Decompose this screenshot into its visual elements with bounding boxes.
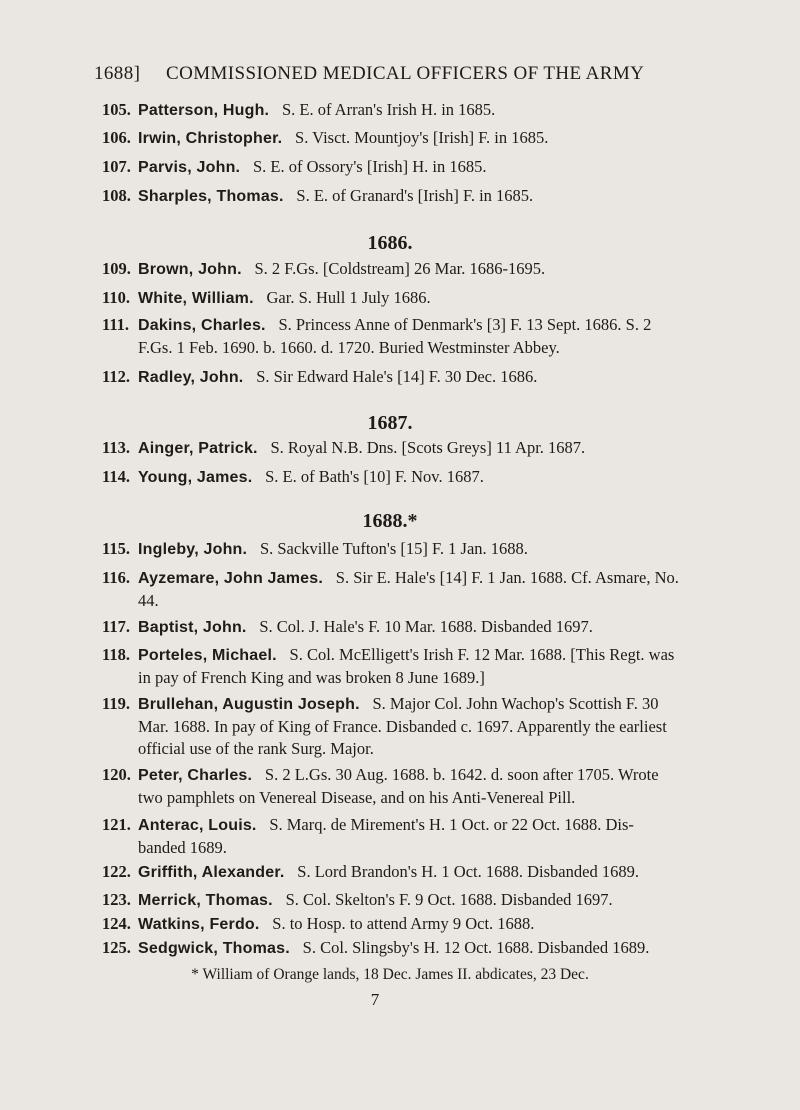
entry-name: Patterson, Hugh.	[138, 102, 270, 119]
entry-115	[102, 538, 682, 561]
entry-number: 119.	[102, 694, 130, 713]
entry-text: S. Sackville Tufton's [15] F. 1 Jan. 1688.	[259, 539, 528, 558]
entry-name: Parvis, John.	[138, 159, 241, 176]
entry-number: 123.	[102, 890, 131, 909]
year-heading-1688: 1688.*	[362, 510, 418, 532]
entry-text: S. Sir Edward Hale's [14] F. 30 Dec. 1686.	[256, 367, 538, 386]
page-number: 7	[370, 990, 380, 1009]
entry-number: 106.	[102, 128, 131, 147]
entry-110	[102, 287, 682, 310]
entry-name: Porteles, Michael.	[138, 647, 277, 664]
running-header	[94, 63, 714, 85]
entry-text: S. Sir E. Hale's [14] F. 1 Jan. 1688. Cf. Asmare, No. 44.	[138, 568, 679, 610]
entry-name: Griffith, Alexander.	[138, 864, 285, 881]
entry-number: 115.	[102, 539, 130, 558]
entry-text: Gar. S. Hull 1 July 1686.	[266, 288, 431, 307]
entry-number: 116.	[102, 568, 130, 587]
entry-number: 120.	[102, 765, 131, 784]
entry-text: S. Princess Anne of Denmark's [3] F. 13 Sept. 1686. S. 2 F.Gs. 1 Feb. 1690. b. 1660. d. 1720. Buried Westminster Abbey.	[138, 315, 652, 357]
entry-number: 122.	[102, 862, 131, 881]
entry-text: S. E. of Bath's [10] F. Nov. 1687.	[265, 467, 484, 486]
entry-text: S. Col. McElligett's Irish F. 12 Mar. 1688. [This Regt. was in pay of French King and was broken 8 June 1689.]	[138, 645, 675, 687]
entry-113	[102, 437, 682, 460]
entry-119	[102, 693, 682, 760]
entry-124	[102, 913, 682, 936]
entry-name: White, William.	[138, 290, 254, 307]
entry-number: 112.	[102, 367, 130, 386]
entry-125	[102, 937, 682, 960]
entry-text: S. Royal N.B. Dns. [Scots Greys] 11 Apr. 1687.	[270, 438, 586, 457]
entry-number: 118.	[102, 645, 130, 664]
entry-text: S. E. of Ossory's [Irish] H. in 1685.	[252, 157, 487, 176]
header-year: 1688]	[94, 63, 141, 84]
entry-109	[102, 258, 682, 281]
entry-108	[102, 185, 682, 208]
entry-123	[102, 889, 682, 912]
entry-name: Dakins, Charles.	[138, 317, 266, 334]
entry-name: Peter, Charles.	[138, 767, 253, 784]
entry-number: 110.	[102, 288, 130, 307]
entry-number: 107.	[102, 157, 131, 176]
entry-121	[102, 814, 682, 859]
entry-118	[102, 644, 682, 689]
entry-name: Ainger, Patrick.	[138, 440, 258, 457]
entry-text: S. Col. Slingsby's H. 12 Oct. 1688. Disbanded 1689.	[302, 938, 650, 957]
entry-number: 108.	[102, 186, 131, 205]
entry-text: S. Marq. de Mirement's H. 1 Oct. or 22 Oct. 1688. Dis- banded 1689.	[138, 815, 634, 857]
entry-116	[102, 567, 682, 612]
entry-107	[102, 156, 682, 179]
entry-114	[102, 466, 682, 489]
entry-106	[102, 127, 682, 150]
year-heading-1686: 1686.	[367, 232, 413, 254]
entry-name: Merrick, Thomas.	[138, 892, 273, 909]
entry-name: Brullehan, Augustin Joseph.	[138, 696, 360, 713]
entry-122	[102, 861, 682, 884]
entry-120	[102, 764, 682, 809]
entry-text: S. Col. Skelton's F. 9 Oct. 1688. Disbanded 1697.	[285, 890, 613, 909]
entry-number: 111.	[102, 315, 130, 334]
entry-number: 109.	[102, 259, 131, 278]
entry-text: S. to Hosp. to attend Army 9 Oct. 1688.	[272, 914, 535, 933]
entry-name: Brown, John.	[138, 261, 242, 278]
entry-number: 125.	[102, 938, 131, 957]
entry-name: Anterac, Louis.	[138, 817, 257, 834]
entry-number: 124.	[102, 914, 131, 933]
entry-number: 113.	[102, 438, 130, 457]
entry-112	[102, 366, 682, 389]
entry-105	[102, 99, 682, 122]
entry-name: Ayzemare, John James.	[138, 570, 324, 587]
footnote: * William of Orange lands, 18 Dec. James II. abdicates, 23 Dec.	[191, 966, 589, 983]
entry-name: Radley, John.	[138, 369, 244, 386]
entry-name: Baptist, John.	[138, 619, 247, 636]
entry-number: 121.	[102, 815, 131, 834]
entry-name: Ingleby, John.	[138, 541, 248, 558]
entry-name: Sedgwick, Thomas.	[138, 940, 290, 957]
entry-number: 117.	[102, 617, 130, 636]
entry-text: S. E. of Granard's [Irish] F. in 1685.	[296, 186, 534, 205]
entry-name: Watkins, Ferdo.	[138, 916, 260, 933]
entry-111	[102, 314, 682, 359]
year-heading-1687: 1687.	[367, 412, 413, 434]
entry-name: Irwin, Christopher.	[138, 130, 283, 147]
entry-text: S. E. of Arran's Irish H. in 1685.	[281, 100, 496, 119]
entry-117	[102, 616, 682, 639]
entry-name: Sharples, Thomas.	[138, 188, 284, 205]
entry-text: S. Visct. Mountjoy's [Irish] F. in 1685.	[295, 128, 549, 147]
entry-text: S. 2 L.Gs. 30 Aug. 1688. b. 1642. d. soon after 1705. Wrote two pamphlets on Venereal Disease, and on his Anti-Venereal Pill.	[138, 765, 659, 807]
entry-text: S. Major Col. John Wachop's Scottish F. 30 Mar. 1688. In pay of King of France. Disbanded c. 1697. Apparently the earliest official use of the rank Surg. Major.	[138, 694, 667, 758]
entry-text: S. Col. J. Hale's F. 10 Mar. 1688. Disbanded 1697.	[259, 617, 593, 636]
entry-text: S. 2 F.Gs. [Coldstream] 26 Mar. 1686-1695.	[254, 259, 546, 278]
entry-name: Young, James.	[138, 469, 253, 486]
entry-number: 114.	[102, 467, 130, 486]
entry-text: S. Lord Brandon's H. 1 Oct. 1688. Disbanded 1689.	[297, 862, 639, 881]
entry-number: 105.	[102, 100, 131, 119]
header-title: COMMISSIONED MEDICAL OFFICERS OF THE ARMY	[166, 63, 645, 84]
